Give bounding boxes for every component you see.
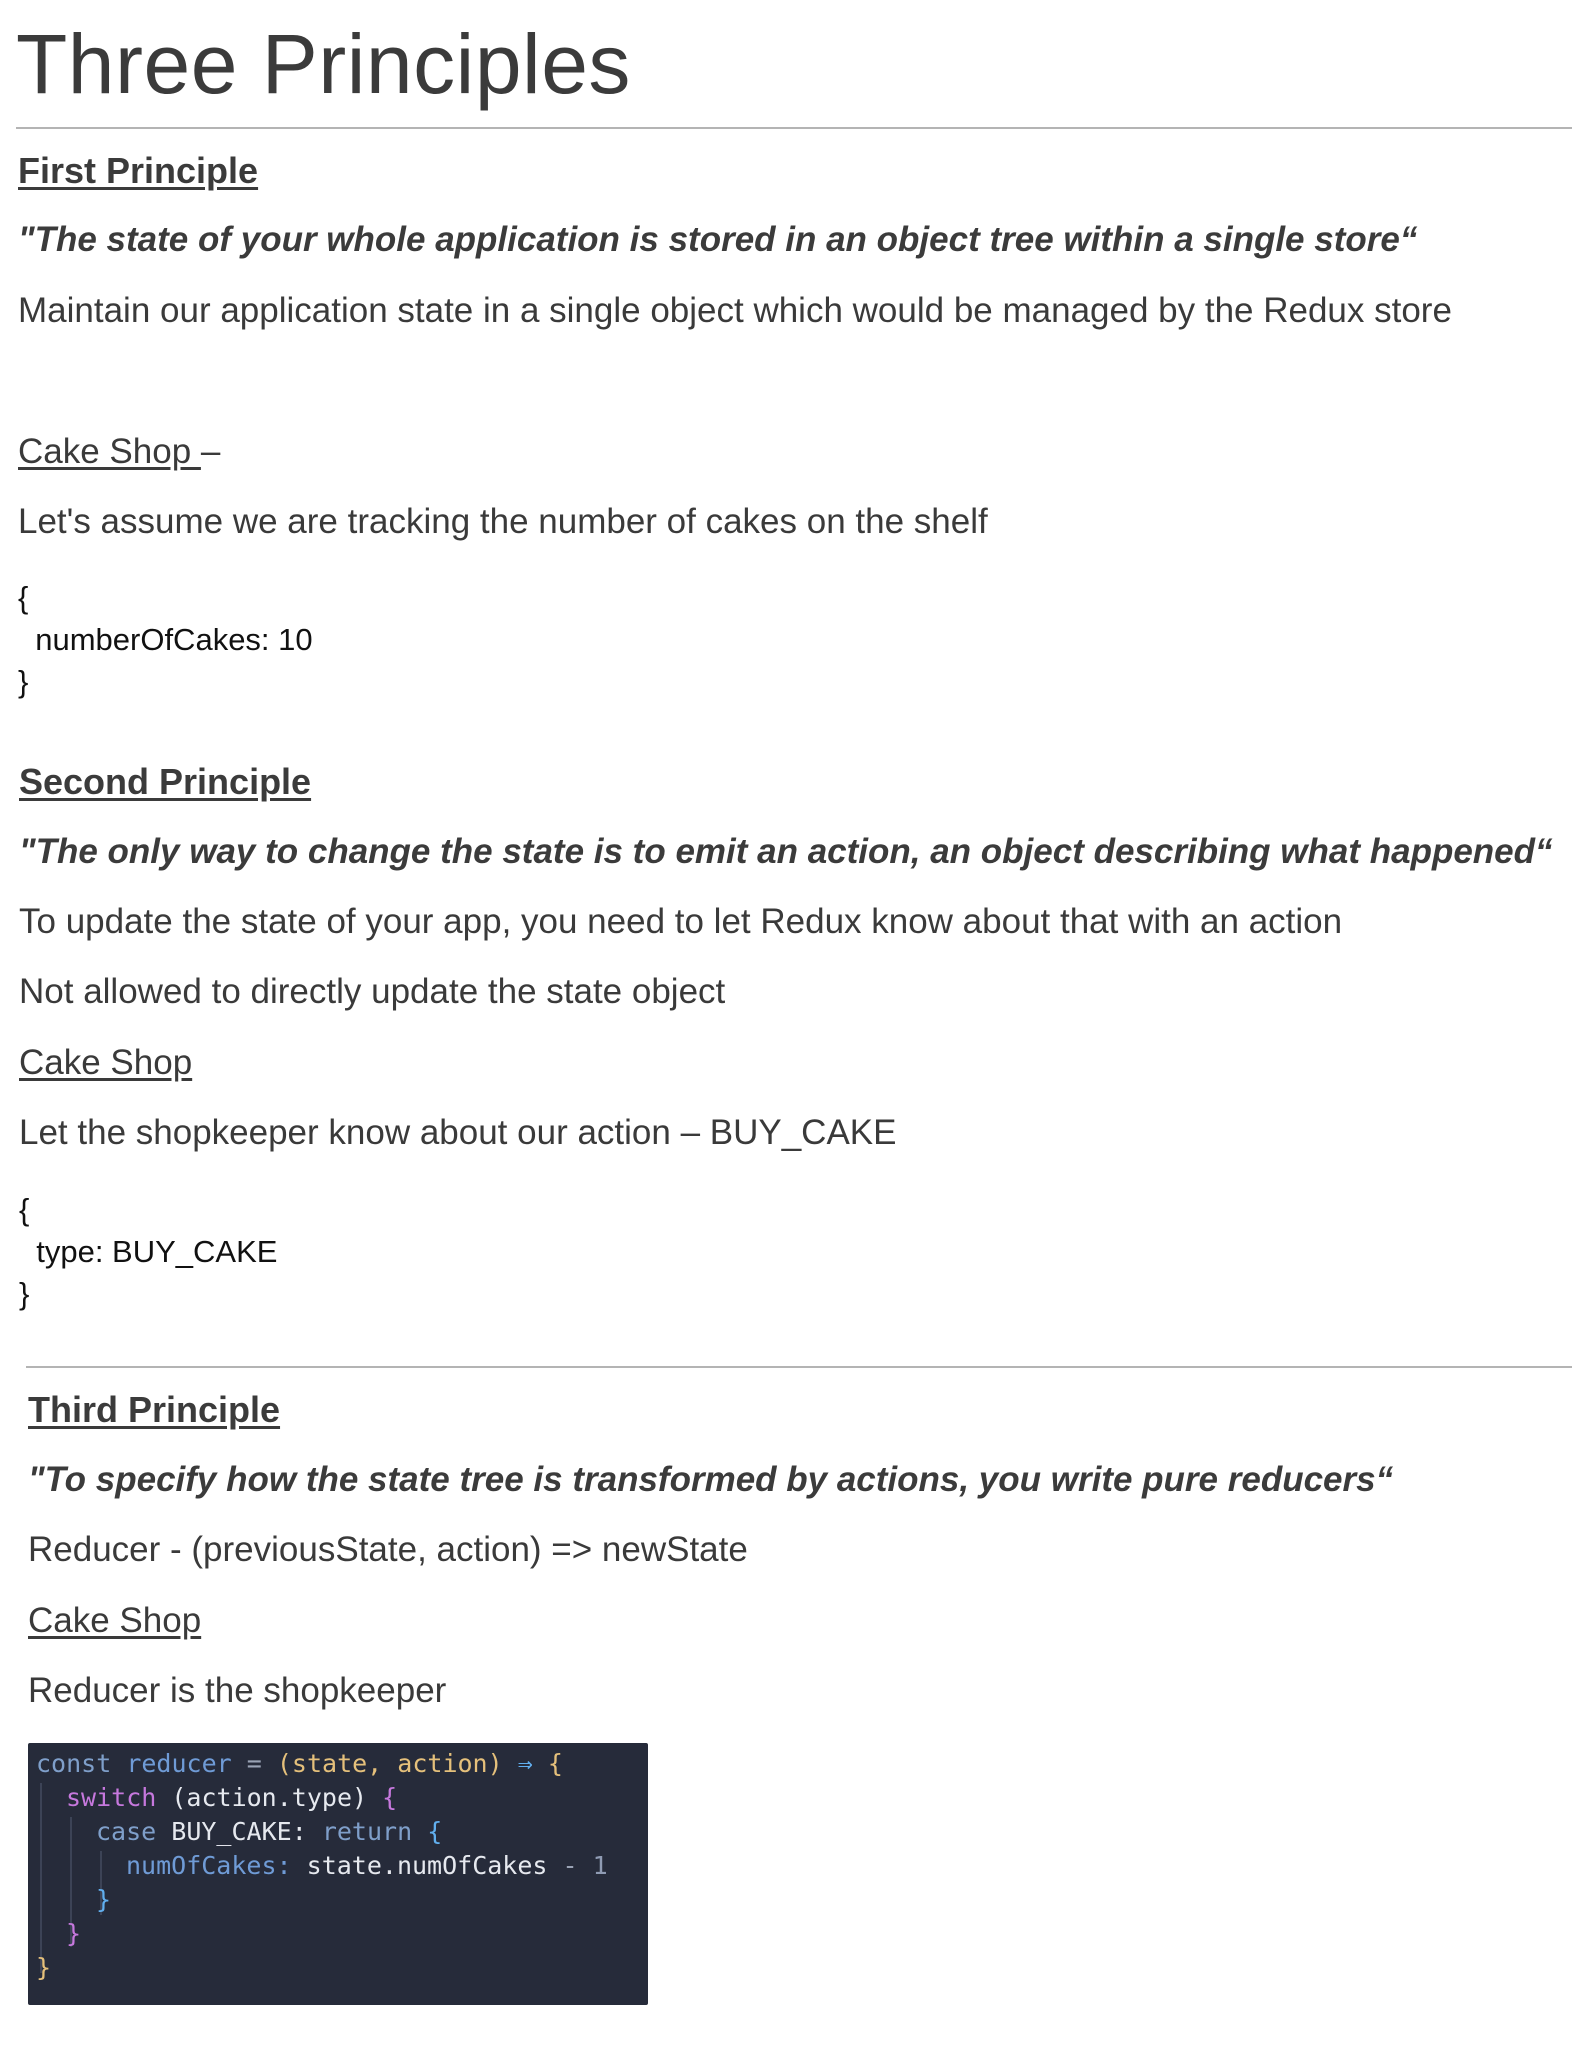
first-principle-description: Maintain our application state in a single object which would be managed by the Redux store [18, 291, 1452, 330]
first-principle-heading: First Principle [18, 150, 259, 191]
code-brace-close-2: } [66, 1919, 82, 1948]
code-line-6 [66, 1917, 81, 1951]
third-principle-description: Reducer - (previousState, action) => newState [28, 1530, 748, 1569]
code-operator-equals: = [246, 1749, 262, 1778]
second-principle-heading: Second Principle [19, 761, 312, 802]
code-operator-minus: - [562, 1851, 578, 1880]
title-divider [16, 127, 1572, 129]
code-switch-arg: (action.type) [171, 1783, 368, 1812]
second-code-line-2: type: BUY_CAKE [19, 1234, 278, 1269]
code-brace-close-3: } [96, 1885, 112, 1914]
section-divider [26, 1366, 1572, 1368]
third-example-text: Reducer is the shopkeeper [28, 1671, 447, 1710]
code-line-5 [96, 1883, 111, 1917]
page-title: Three Principles [16, 17, 631, 111]
code-number-one: 1 [592, 1851, 608, 1880]
second-code-line-1: { [19, 1192, 30, 1227]
code-arrow: ⇒ [517, 1749, 533, 1778]
third-principle-heading: Third Principle [28, 1389, 281, 1430]
indent-guide-1 [40, 1783, 42, 1973]
code-brace-close-1: } [36, 1953, 52, 1982]
reducer-code-block [28, 1743, 648, 2005]
first-example-text: Let's assume we are tracking the number of cakes on the shelf [18, 502, 988, 541]
code-params: (state, action) [276, 1749, 503, 1778]
first-example-dash: – [200, 432, 221, 471]
code-case-value: BUY_CAKE: [171, 1817, 307, 1846]
code-brace-open-1: { [547, 1749, 563, 1778]
first-code-line-2: numberOfCakes: 10 [18, 622, 313, 657]
code-brace-open-3: { [427, 1817, 443, 1846]
first-example-label [18, 430, 220, 474]
first-code-line-3: } [18, 664, 29, 699]
code-keyword-case: case [96, 1817, 157, 1846]
code-line-4 [126, 1849, 608, 1883]
first-code-line-1: { [18, 580, 29, 615]
second-code-line-3: } [19, 1276, 30, 1311]
second-example-text: Let the shopkeeper know about our action – BUY_CAKE [19, 1113, 897, 1152]
second-principle-quote: "The only way to change the state is to emit an action, an object describing what happened“ [19, 832, 1553, 871]
code-line-3 [96, 1815, 442, 1849]
code-identifier-reducer: reducer [126, 1749, 232, 1778]
code-keyword-const: const [36, 1749, 112, 1778]
second-principle-description-2: Not allowed to directly update the state object [19, 972, 726, 1011]
first-principle-quote: "The state of your whole application is stored in an object tree within a single store“ [18, 220, 1418, 259]
third-example-label [28, 1599, 201, 1643]
code-prop-numofcakes: numOfCakes: [126, 1851, 292, 1880]
first-example-label-text: Cake Shop [18, 432, 201, 471]
second-example-label [19, 1041, 192, 1085]
code-keyword-return: return [321, 1817, 413, 1846]
code-line-7 [36, 1951, 51, 1985]
code-line-2 [66, 1781, 397, 1815]
third-principle-quote: "To specify how the state tree is transformed by actions, you write pure reducers“ [28, 1460, 1394, 1499]
third-example-label-text: Cake Shop [28, 1601, 202, 1640]
code-brace-open-2: { [382, 1783, 398, 1812]
code-keyword-switch: switch [66, 1783, 157, 1812]
second-example-label-text: Cake Shop [19, 1043, 193, 1082]
code-line-1 [36, 1747, 563, 1781]
second-principle-description-1: To update the state of your app, you need to let Redux know about that with an action [19, 902, 1343, 941]
code-expression: state.numOfCakes [306, 1851, 548, 1880]
